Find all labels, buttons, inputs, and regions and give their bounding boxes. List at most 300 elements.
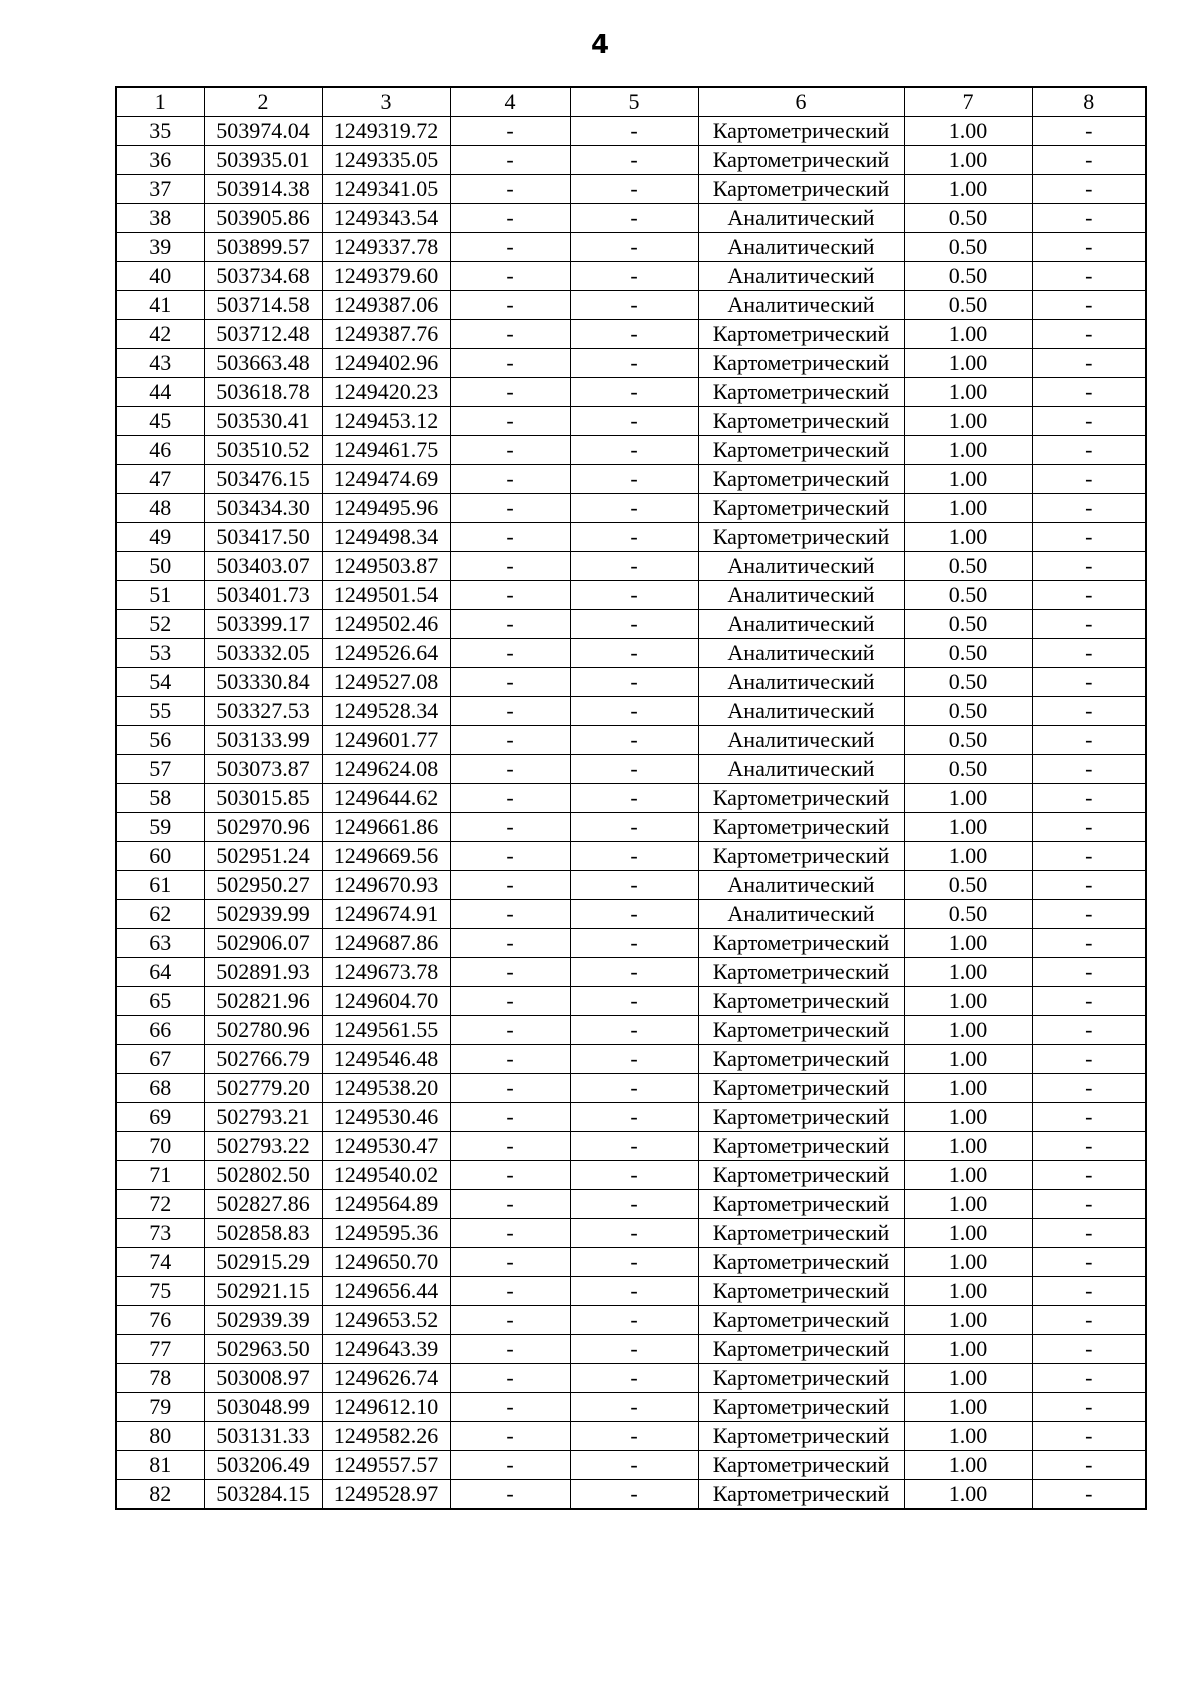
table-row [116, 552, 1146, 581]
point-number-cell: 58 [116, 784, 204, 813]
accuracy-cell: 0.50 [904, 900, 1032, 929]
col8-cell: - [1032, 755, 1146, 784]
col4-cell: - [450, 1074, 570, 1103]
accuracy-cell: 1.00 [904, 1422, 1032, 1451]
col5-cell: - [570, 204, 698, 233]
x-coordinate-cell: 503734.68 [204, 262, 322, 291]
x-coordinate-cell: 503206.49 [204, 1451, 322, 1480]
method-cell: Аналитический [698, 726, 904, 755]
table-row [116, 987, 1146, 1016]
method-cell: Картометрический [698, 1103, 904, 1132]
point-number-cell: 54 [116, 668, 204, 697]
col8-cell: - [1032, 871, 1146, 900]
table-row [116, 1306, 1146, 1335]
col8-cell: - [1032, 349, 1146, 378]
method-cell: Картометрический [698, 523, 904, 552]
col4-cell: - [450, 842, 570, 871]
point-number-cell: 56 [116, 726, 204, 755]
point-number-cell: 40 [116, 262, 204, 291]
method-cell: Аналитический [698, 668, 904, 697]
accuracy-cell: 0.50 [904, 552, 1032, 581]
y-coordinate-cell: 1249420.23 [322, 378, 450, 407]
point-number-cell: 38 [116, 204, 204, 233]
x-coordinate-cell: 503618.78 [204, 378, 322, 407]
col5-cell: - [570, 668, 698, 697]
method-cell: Аналитический [698, 755, 904, 784]
x-coordinate-cell: 503330.84 [204, 668, 322, 697]
table-row [116, 233, 1146, 262]
col5-cell: - [570, 610, 698, 639]
method-cell: Картометрический [698, 929, 904, 958]
col8-cell: - [1032, 1393, 1146, 1422]
method-cell: Аналитический [698, 697, 904, 726]
x-coordinate-cell: 503935.01 [204, 146, 322, 175]
accuracy-cell: 0.50 [904, 581, 1032, 610]
table-row [116, 1016, 1146, 1045]
col4-cell: - [450, 204, 570, 233]
method-cell: Картометрический [698, 436, 904, 465]
x-coordinate-cell: 502939.99 [204, 900, 322, 929]
table-row [116, 523, 1146, 552]
point-number-cell: 72 [116, 1190, 204, 1219]
col8-cell: - [1032, 1248, 1146, 1277]
x-coordinate-cell: 503510.52 [204, 436, 322, 465]
col8-cell: - [1032, 581, 1146, 610]
col5-cell: - [570, 494, 698, 523]
column-header: 6 [698, 87, 904, 117]
accuracy-cell: 1.00 [904, 1277, 1032, 1306]
accuracy-cell: 1.00 [904, 784, 1032, 813]
method-cell: Картометрический [698, 1451, 904, 1480]
y-coordinate-cell: 1249387.06 [322, 291, 450, 320]
col5-cell: - [570, 436, 698, 465]
col8-cell: - [1032, 552, 1146, 581]
col4-cell: - [450, 1422, 570, 1451]
point-number-cell: 81 [116, 1451, 204, 1480]
col8-cell: - [1032, 1190, 1146, 1219]
col5-cell: - [570, 552, 698, 581]
col5-cell: - [570, 987, 698, 1016]
col4-cell: - [450, 581, 570, 610]
accuracy-cell: 1.00 [904, 378, 1032, 407]
accuracy-cell: 0.50 [904, 610, 1032, 639]
point-number-cell: 67 [116, 1045, 204, 1074]
point-number-cell: 66 [116, 1016, 204, 1045]
point-number-cell: 82 [116, 1480, 204, 1510]
x-coordinate-cell: 502951.24 [204, 842, 322, 871]
col8-cell: - [1032, 1016, 1146, 1045]
col4-cell: - [450, 1190, 570, 1219]
col4-cell: - [450, 813, 570, 842]
point-number-cell: 35 [116, 117, 204, 146]
point-number-cell: 43 [116, 349, 204, 378]
point-number-cell: 75 [116, 1277, 204, 1306]
method-cell: Аналитический [698, 581, 904, 610]
table-row [116, 668, 1146, 697]
y-coordinate-cell: 1249687.86 [322, 929, 450, 958]
col8-cell: - [1032, 146, 1146, 175]
col4-cell: - [450, 1451, 570, 1480]
method-cell: Картометрический [698, 146, 904, 175]
column-header: 1 [116, 87, 204, 117]
col4-cell: - [450, 523, 570, 552]
col4-cell: - [450, 1219, 570, 1248]
col4-cell: - [450, 291, 570, 320]
col5-cell: - [570, 726, 698, 755]
col8-cell: - [1032, 175, 1146, 204]
point-number-cell: 45 [116, 407, 204, 436]
x-coordinate-cell: 502963.50 [204, 1335, 322, 1364]
col8-cell: - [1032, 1161, 1146, 1190]
x-coordinate-cell: 502821.96 [204, 987, 322, 1016]
col4-cell: - [450, 494, 570, 523]
col8-cell: - [1032, 784, 1146, 813]
point-number-cell: 61 [116, 871, 204, 900]
method-cell: Картометрический [698, 813, 904, 842]
x-coordinate-cell: 503663.48 [204, 349, 322, 378]
accuracy-cell: 1.00 [904, 407, 1032, 436]
x-coordinate-cell: 503015.85 [204, 784, 322, 813]
point-number-cell: 41 [116, 291, 204, 320]
table-row [116, 291, 1146, 320]
point-number-cell: 60 [116, 842, 204, 871]
col8-cell: - [1032, 1045, 1146, 1074]
accuracy-cell: 0.50 [904, 639, 1032, 668]
accuracy-cell: 1.00 [904, 1393, 1032, 1422]
col8-cell: - [1032, 813, 1146, 842]
table-row [116, 1277, 1146, 1306]
method-cell: Картометрический [698, 987, 904, 1016]
col4-cell: - [450, 755, 570, 784]
y-coordinate-cell: 1249656.44 [322, 1277, 450, 1306]
table-row [116, 1219, 1146, 1248]
col4-cell: - [450, 349, 570, 378]
y-coordinate-cell: 1249387.76 [322, 320, 450, 349]
col5-cell: - [570, 813, 698, 842]
col5-cell: - [570, 523, 698, 552]
x-coordinate-cell: 502915.29 [204, 1248, 322, 1277]
col4-cell: - [450, 987, 570, 1016]
col8-cell: - [1032, 1103, 1146, 1132]
method-cell: Картометрический [698, 1306, 904, 1335]
point-number-cell: 48 [116, 494, 204, 523]
method-cell: Картометрический [698, 842, 904, 871]
method-cell: Картометрический [698, 175, 904, 204]
col5-cell: - [570, 262, 698, 291]
x-coordinate-cell: 503048.99 [204, 1393, 322, 1422]
x-coordinate-cell: 503073.87 [204, 755, 322, 784]
accuracy-cell: 0.50 [904, 871, 1032, 900]
table-row [116, 378, 1146, 407]
method-cell: Картометрический [698, 320, 904, 349]
col8-cell: - [1032, 1364, 1146, 1393]
method-cell: Аналитический [698, 552, 904, 581]
y-coordinate-cell: 1249502.46 [322, 610, 450, 639]
point-number-cell: 74 [116, 1248, 204, 1277]
col4-cell: - [450, 320, 570, 349]
y-coordinate-cell: 1249530.47 [322, 1132, 450, 1161]
x-coordinate-cell: 502780.96 [204, 1016, 322, 1045]
accuracy-cell: 0.50 [904, 233, 1032, 262]
col5-cell: - [570, 871, 698, 900]
table-row [116, 117, 1146, 146]
col5-cell: - [570, 117, 698, 146]
y-coordinate-cell: 1249337.78 [322, 233, 450, 262]
table-row [116, 1364, 1146, 1393]
col8-cell: - [1032, 1306, 1146, 1335]
col8-cell: - [1032, 436, 1146, 465]
accuracy-cell: 0.50 [904, 262, 1032, 291]
accuracy-cell: 1.00 [904, 1190, 1032, 1219]
accuracy-cell: 1.00 [904, 465, 1032, 494]
accuracy-cell: 1.00 [904, 523, 1032, 552]
y-coordinate-cell: 1249526.64 [322, 639, 450, 668]
col4-cell: - [450, 610, 570, 639]
x-coordinate-cell: 503476.15 [204, 465, 322, 494]
page-number: 4 [590, 30, 610, 60]
point-number-cell: 52 [116, 610, 204, 639]
point-number-cell: 63 [116, 929, 204, 958]
method-cell: Картометрический [698, 407, 904, 436]
table-body [116, 117, 1146, 1510]
y-coordinate-cell: 1249546.48 [322, 1045, 450, 1074]
y-coordinate-cell: 1249643.39 [322, 1335, 450, 1364]
col8-cell: - [1032, 407, 1146, 436]
method-cell: Картометрический [698, 1480, 904, 1510]
x-coordinate-cell: 503332.05 [204, 639, 322, 668]
col8-cell: - [1032, 668, 1146, 697]
x-coordinate-cell: 502858.83 [204, 1219, 322, 1248]
y-coordinate-cell: 1249319.72 [322, 117, 450, 146]
col5-cell: - [570, 291, 698, 320]
x-coordinate-cell: 503714.58 [204, 291, 322, 320]
col5-cell: - [570, 1335, 698, 1364]
col4-cell: - [450, 1393, 570, 1422]
col8-cell: - [1032, 117, 1146, 146]
table-row [116, 1045, 1146, 1074]
col4-cell: - [450, 1045, 570, 1074]
col4-cell: - [450, 726, 570, 755]
accuracy-cell: 1.00 [904, 1364, 1032, 1393]
point-number-cell: 46 [116, 436, 204, 465]
x-coordinate-cell: 502906.07 [204, 929, 322, 958]
method-cell: Картометрический [698, 1190, 904, 1219]
y-coordinate-cell: 1249538.20 [322, 1074, 450, 1103]
table-row [116, 262, 1146, 291]
table-header-row [116, 87, 1146, 117]
col8-cell: - [1032, 1074, 1146, 1103]
point-number-cell: 76 [116, 1306, 204, 1335]
col8-cell: - [1032, 1277, 1146, 1306]
col5-cell: - [570, 697, 698, 726]
col4-cell: - [450, 1248, 570, 1277]
table-row [116, 1480, 1146, 1510]
point-number-cell: 51 [116, 581, 204, 610]
col8-cell: - [1032, 1451, 1146, 1480]
col4-cell: - [450, 1161, 570, 1190]
col5-cell: - [570, 349, 698, 378]
col5-cell: - [570, 958, 698, 987]
col4-cell: - [450, 1480, 570, 1510]
col5-cell: - [570, 1190, 698, 1219]
col5-cell: - [570, 1306, 698, 1335]
accuracy-cell: 1.00 [904, 1074, 1032, 1103]
col5-cell: - [570, 1480, 698, 1510]
table-row [116, 1074, 1146, 1103]
method-cell: Картометрический [698, 494, 904, 523]
col4-cell: - [450, 1016, 570, 1045]
x-coordinate-cell: 503403.07 [204, 552, 322, 581]
point-number-cell: 44 [116, 378, 204, 407]
col4-cell: - [450, 552, 570, 581]
col4-cell: - [450, 117, 570, 146]
accuracy-cell: 1.00 [904, 813, 1032, 842]
col8-cell: - [1032, 842, 1146, 871]
y-coordinate-cell: 1249601.77 [322, 726, 450, 755]
accuracy-cell: 1.00 [904, 929, 1032, 958]
col8-cell: - [1032, 523, 1146, 552]
table-row [116, 784, 1146, 813]
accuracy-cell: 1.00 [904, 1103, 1032, 1132]
table-row [116, 1190, 1146, 1219]
x-coordinate-cell: 503399.17 [204, 610, 322, 639]
col5-cell: - [570, 1045, 698, 1074]
accuracy-cell: 1.00 [904, 1480, 1032, 1510]
method-cell: Картометрический [698, 784, 904, 813]
method-cell: Аналитический [698, 233, 904, 262]
y-coordinate-cell: 1249402.96 [322, 349, 450, 378]
point-number-cell: 62 [116, 900, 204, 929]
col5-cell: - [570, 378, 698, 407]
col8-cell: - [1032, 958, 1146, 987]
column-header: 4 [450, 87, 570, 117]
col4-cell: - [450, 929, 570, 958]
col8-cell: - [1032, 929, 1146, 958]
x-coordinate-cell: 503434.30 [204, 494, 322, 523]
accuracy-cell: 1.00 [904, 1335, 1032, 1364]
y-coordinate-cell: 1249343.54 [322, 204, 450, 233]
accuracy-cell: 1.00 [904, 1451, 1032, 1480]
col8-cell: - [1032, 1219, 1146, 1248]
coordinates-table [115, 86, 1147, 1510]
y-coordinate-cell: 1249528.34 [322, 697, 450, 726]
col5-cell: - [570, 842, 698, 871]
y-coordinate-cell: 1249495.96 [322, 494, 450, 523]
accuracy-cell: 1.00 [904, 987, 1032, 1016]
method-cell: Аналитический [698, 639, 904, 668]
accuracy-cell: 0.50 [904, 668, 1032, 697]
col5-cell: - [570, 1393, 698, 1422]
method-cell: Картометрический [698, 1016, 904, 1045]
point-number-cell: 37 [116, 175, 204, 204]
col4-cell: - [450, 1364, 570, 1393]
table-row [116, 871, 1146, 900]
method-cell: Аналитический [698, 204, 904, 233]
accuracy-cell: 1.00 [904, 1248, 1032, 1277]
col8-cell: - [1032, 1132, 1146, 1161]
y-coordinate-cell: 1249582.26 [322, 1422, 450, 1451]
col4-cell: - [450, 465, 570, 494]
point-number-cell: 68 [116, 1074, 204, 1103]
y-coordinate-cell: 1249674.91 [322, 900, 450, 929]
column-header: 3 [322, 87, 450, 117]
point-number-cell: 70 [116, 1132, 204, 1161]
y-coordinate-cell: 1249564.89 [322, 1190, 450, 1219]
x-coordinate-cell: 502779.20 [204, 1074, 322, 1103]
x-coordinate-cell: 503284.15 [204, 1480, 322, 1510]
method-cell: Аналитический [698, 262, 904, 291]
x-coordinate-cell: 503899.57 [204, 233, 322, 262]
y-coordinate-cell: 1249661.86 [322, 813, 450, 842]
col4-cell: - [450, 784, 570, 813]
col4-cell: - [450, 262, 570, 291]
accuracy-cell: 1.00 [904, 320, 1032, 349]
column-header: 8 [1032, 87, 1146, 117]
col8-cell: - [1032, 204, 1146, 233]
y-coordinate-cell: 1249612.10 [322, 1393, 450, 1422]
col8-cell: - [1032, 726, 1146, 755]
col5-cell: - [570, 1161, 698, 1190]
y-coordinate-cell: 1249379.60 [322, 262, 450, 291]
point-number-cell: 73 [116, 1219, 204, 1248]
col4-cell: - [450, 1277, 570, 1306]
x-coordinate-cell: 503008.97 [204, 1364, 322, 1393]
accuracy-cell: 1.00 [904, 436, 1032, 465]
table-row [116, 581, 1146, 610]
y-coordinate-cell: 1249557.57 [322, 1451, 450, 1480]
x-coordinate-cell: 502766.79 [204, 1045, 322, 1074]
col8-cell: - [1032, 262, 1146, 291]
table-row [116, 842, 1146, 871]
col5-cell: - [570, 1248, 698, 1277]
col5-cell: - [570, 1219, 698, 1248]
col4-cell: - [450, 639, 570, 668]
col4-cell: - [450, 1132, 570, 1161]
col5-cell: - [570, 1132, 698, 1161]
point-number-cell: 59 [116, 813, 204, 842]
col5-cell: - [570, 755, 698, 784]
y-coordinate-cell: 1249527.08 [322, 668, 450, 697]
y-coordinate-cell: 1249673.78 [322, 958, 450, 987]
col5-cell: - [570, 465, 698, 494]
table-row [116, 929, 1146, 958]
point-number-cell: 71 [116, 1161, 204, 1190]
column-header: 2 [204, 87, 322, 117]
col4-cell: - [450, 378, 570, 407]
accuracy-cell: 1.00 [904, 1045, 1032, 1074]
accuracy-cell: 0.50 [904, 755, 1032, 784]
x-coordinate-cell: 503133.99 [204, 726, 322, 755]
table-row [116, 1393, 1146, 1422]
table-row [116, 146, 1146, 175]
y-coordinate-cell: 1249540.02 [322, 1161, 450, 1190]
point-number-cell: 50 [116, 552, 204, 581]
accuracy-cell: 0.50 [904, 697, 1032, 726]
y-coordinate-cell: 1249474.69 [322, 465, 450, 494]
y-coordinate-cell: 1249669.56 [322, 842, 450, 871]
y-coordinate-cell: 1249501.54 [322, 581, 450, 610]
point-number-cell: 36 [116, 146, 204, 175]
method-cell: Картометрический [698, 1422, 904, 1451]
x-coordinate-cell: 503974.04 [204, 117, 322, 146]
table-row [116, 320, 1146, 349]
col8-cell: - [1032, 610, 1146, 639]
table-row [116, 465, 1146, 494]
method-cell: Картометрический [698, 1335, 904, 1364]
x-coordinate-cell: 503712.48 [204, 320, 322, 349]
y-coordinate-cell: 1249453.12 [322, 407, 450, 436]
y-coordinate-cell: 1249670.93 [322, 871, 450, 900]
